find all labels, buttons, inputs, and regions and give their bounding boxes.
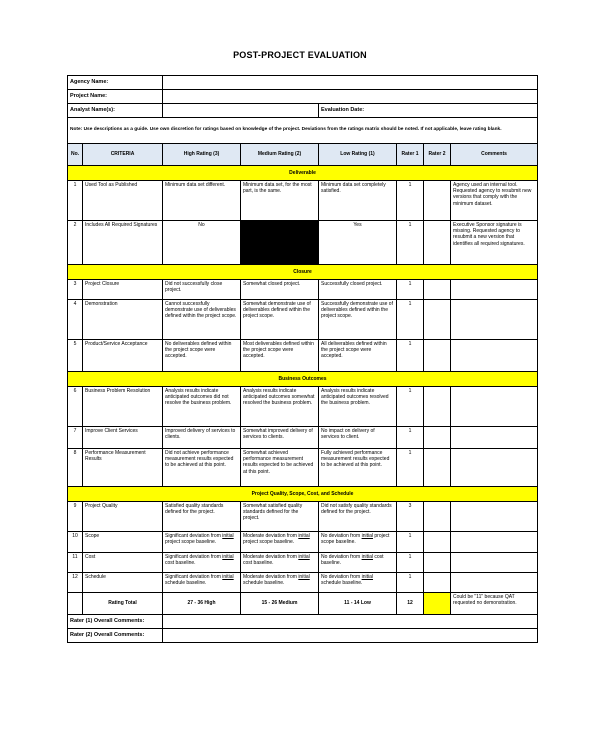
row-number: 11	[68, 553, 83, 573]
row-criteria: Used Tool as Published	[83, 181, 163, 221]
section-project-quality: Project Quality, Scope, Cost, and Schedule	[68, 487, 538, 502]
table-row	[68, 427, 538, 449]
row-high: Minimum data set different.	[163, 181, 241, 221]
row-rater1[interactable]: 1	[397, 280, 424, 300]
section-deliverable: Deliverable	[68, 166, 538, 181]
row-high: Significant deviation from initial project scope baseline.	[163, 532, 241, 553]
row-comments	[451, 553, 538, 573]
row-medium: Somewhat closed project.	[241, 280, 319, 300]
row-comments	[451, 340, 538, 372]
row-rater1[interactable]: 1	[397, 553, 424, 573]
row-high: Significant deviation from initial cost baseline.	[163, 553, 241, 573]
row-criteria: Product/Service Acceptance	[83, 340, 163, 372]
table-row	[68, 449, 538, 487]
total-rater1[interactable]: 12	[397, 593, 424, 615]
row-number: 2	[68, 221, 83, 265]
row-comments	[451, 300, 538, 340]
row-low: Successfully demonstrate use of deliverables defined within the project scope.	[319, 300, 397, 340]
col-high: High Rating (3)	[163, 144, 241, 166]
section-business-outcomes: Business Outcomes	[68, 372, 538, 387]
row-medium: Analysis results indicate anticipated outcomes somewhat resolved the business problem.	[241, 387, 319, 427]
table-row	[68, 300, 538, 340]
row-number: 8	[68, 449, 83, 487]
row-medium: Somewhat achieved performance measurement results expected to be achieved at this point.	[241, 449, 319, 487]
row-criteria: Project Closure	[83, 280, 163, 300]
row-criteria: Schedule	[83, 573, 163, 593]
total-label: Rating Total	[83, 593, 163, 615]
row-rater2[interactable]	[424, 280, 451, 300]
total-comments: Could be "11" because QAT requested no demonstration.	[451, 593, 538, 615]
row-medium: Somewhat satisfied quality standards defined for the project.	[241, 502, 319, 532]
row-high: Significant deviation from initial schedule baseline.	[163, 573, 241, 593]
table-row	[68, 387, 538, 427]
row-comments	[451, 280, 538, 300]
row-comments	[451, 502, 538, 532]
row-high: No	[163, 221, 241, 265]
total-low: 11 - 14 Low	[319, 593, 397, 615]
row-comments: Executive Sponsor signature is missing. Requested agency to resubmit a new version that identifies all required signatures.	[451, 221, 538, 265]
col-rater1: Rater 1	[397, 144, 424, 166]
row-low: Analysis results indicate anticipated outcomes resolved the business problem.	[319, 387, 397, 427]
table-row	[68, 221, 538, 265]
row-low: No deviation from initial schedule baseline.	[319, 573, 397, 593]
row-medium: Moderate deviation from initial schedule baseline.	[241, 573, 319, 593]
project-name-value[interactable]	[163, 90, 538, 104]
row-medium: Somewhat demonstrate use of deliverables defined within the project scope.	[241, 300, 319, 340]
table-row	[68, 181, 538, 221]
row-medium: Somewhat improved delivery of services to clients.	[241, 427, 319, 449]
row-number: 12	[68, 573, 83, 593]
row-number: 1	[68, 181, 83, 221]
row-rater1[interactable]: 1	[397, 573, 424, 593]
col-low: Low Rating (1)	[319, 144, 397, 166]
evaluation-table	[67, 75, 538, 643]
row-high: Did not successfully close project.	[163, 280, 241, 300]
row-rater1[interactable]: 1	[397, 387, 424, 427]
row-number: 4	[68, 300, 83, 340]
row-criteria: Business Problem Resolution	[83, 387, 163, 427]
row-low: No impact on delivery of services to client.	[319, 427, 397, 449]
row-rater2[interactable]	[424, 387, 451, 427]
row-low: Fully achieved performance measurement results expected to be achieved at this point.	[319, 449, 397, 487]
row-rater2[interactable]	[424, 300, 451, 340]
analyst-name-value[interactable]	[163, 104, 319, 118]
col-rater2: Rater 2	[424, 144, 451, 166]
row-criteria: Improve Client Services	[83, 427, 163, 449]
row-number: 3	[68, 280, 83, 300]
row-rater2[interactable]	[424, 502, 451, 532]
row-comments	[451, 573, 538, 593]
row-number: 10	[68, 532, 83, 553]
table-row	[68, 340, 538, 372]
total-row	[68, 593, 538, 615]
row-rater2[interactable]	[424, 221, 451, 265]
row-high: Did not achieve performance measurement results expected to be achieved at this point.	[163, 449, 241, 487]
row-low: No deviation from initial project scope baseline.	[319, 532, 397, 553]
row-criteria: Project Quality	[83, 502, 163, 532]
page-title: POST-PROJECT EVALUATION	[233, 50, 367, 60]
row-high: No deliverables defined within the project scope were accepted.	[163, 340, 241, 372]
rater1-comments-label: Rater (1) Overall Comments:	[68, 615, 163, 629]
row-low: All deliverables defined within the project scope were accepted.	[319, 340, 397, 372]
row-high: Analysis results indicate anticipated outcomes did not resolve the business problem.	[163, 387, 241, 427]
row-rater1[interactable]: 1	[397, 427, 424, 449]
row-rater2[interactable]	[424, 427, 451, 449]
row-rater1[interactable]: 1	[397, 221, 424, 265]
row-rater2[interactable]	[424, 340, 451, 372]
row-rater2[interactable]	[424, 181, 451, 221]
row-criteria: Cost	[83, 553, 163, 573]
row-medium: Moderate deviation from initial cost baseline.	[241, 553, 319, 573]
row-medium: Minimum data set, for the most part, is the same.	[241, 181, 319, 221]
row-low: Did not satisfy quality standards defined for the project.	[319, 502, 397, 532]
row-high: Cannot successfully demonstrate use of deliverables defined within the project scope.	[163, 300, 241, 340]
agency-name-label: Agency Name:	[68, 76, 163, 90]
rater2-comments-label: Rater (2) Overall Comments:	[68, 629, 163, 643]
agency-name-value[interactable]	[163, 76, 538, 90]
row-criteria: Includes All Required Signatures	[83, 221, 163, 265]
row-number: 5	[68, 340, 83, 372]
row-comments: Agency used an internal tool. Requested agency to resubmit new versions that comply with the minimum dataset.	[451, 181, 538, 221]
row-number: 6	[68, 387, 83, 427]
total-medium: 15 - 26 Medium	[241, 593, 319, 615]
table-row	[68, 532, 538, 553]
row-comments	[451, 427, 538, 449]
rating-note: Note: Use descriptions as a guide. Use own discretion for ratings based on knowledge of the project. Deviations from the ratings matrix should be noted. If not applicable, leave rating blank.	[68, 118, 538, 144]
row-low: No deviation from initial cost baseline.	[319, 553, 397, 573]
table-row	[68, 553, 538, 573]
row-comments	[451, 532, 538, 553]
total-high: 27 - 36 High	[163, 593, 241, 615]
total-rater2[interactable]	[424, 593, 451, 615]
row-rater1[interactable]: 1	[397, 449, 424, 487]
row-rater2[interactable]	[424, 553, 451, 573]
row-medium: Moderate deviation from initial project scope baseline.	[241, 532, 319, 553]
table-row	[68, 502, 538, 532]
total-number-blank	[68, 593, 83, 615]
row-number: 7	[68, 427, 83, 449]
row-criteria: Performance Measurement Results	[83, 449, 163, 487]
section-closure: Closure	[68, 265, 538, 280]
col-no: No.	[68, 144, 83, 166]
col-comments: Comments	[451, 144, 538, 166]
row-high: Improved delivery of services to clients.	[163, 427, 241, 449]
row-rater1[interactable]: 3	[397, 502, 424, 532]
row-rater1[interactable]: 1	[397, 181, 424, 221]
rater1-comments-value[interactable]	[163, 615, 538, 629]
analyst-name-label: Analyst Name(s):	[68, 104, 163, 118]
row-criteria: Scope	[83, 532, 163, 553]
row-number: 9	[68, 502, 83, 532]
row-rater2[interactable]	[424, 532, 451, 553]
row-low: Yes	[319, 221, 397, 265]
row-high: Satisfied quality standards defined for the project.	[163, 502, 241, 532]
col-medium: Medium Rating (2)	[241, 144, 319, 166]
row-low: Minimum data set completely satisfied.	[319, 181, 397, 221]
row-comments	[451, 449, 538, 487]
row-rater1[interactable]: 1	[397, 300, 424, 340]
row-rater1[interactable]: 1	[397, 340, 424, 372]
rater2-comments-value[interactable]	[163, 629, 538, 643]
table-row	[68, 573, 538, 593]
row-comments	[451, 387, 538, 427]
row-medium-blocked	[241, 221, 319, 265]
col-criteria: CRITERIA	[83, 144, 163, 166]
project-name-label: Project Name:	[68, 90, 163, 104]
table-row	[68, 280, 538, 300]
row-rater1[interactable]: 1	[397, 532, 424, 553]
row-rater2[interactable]	[424, 449, 451, 487]
row-rater2[interactable]	[424, 573, 451, 593]
evaluation-date-label: Evaluation Date:	[319, 104, 538, 118]
row-low: Successfully closed project.	[319, 280, 397, 300]
row-criteria: Demonstration	[83, 300, 163, 340]
row-medium: Most deliverables defined within the project scope were accepted.	[241, 340, 319, 372]
